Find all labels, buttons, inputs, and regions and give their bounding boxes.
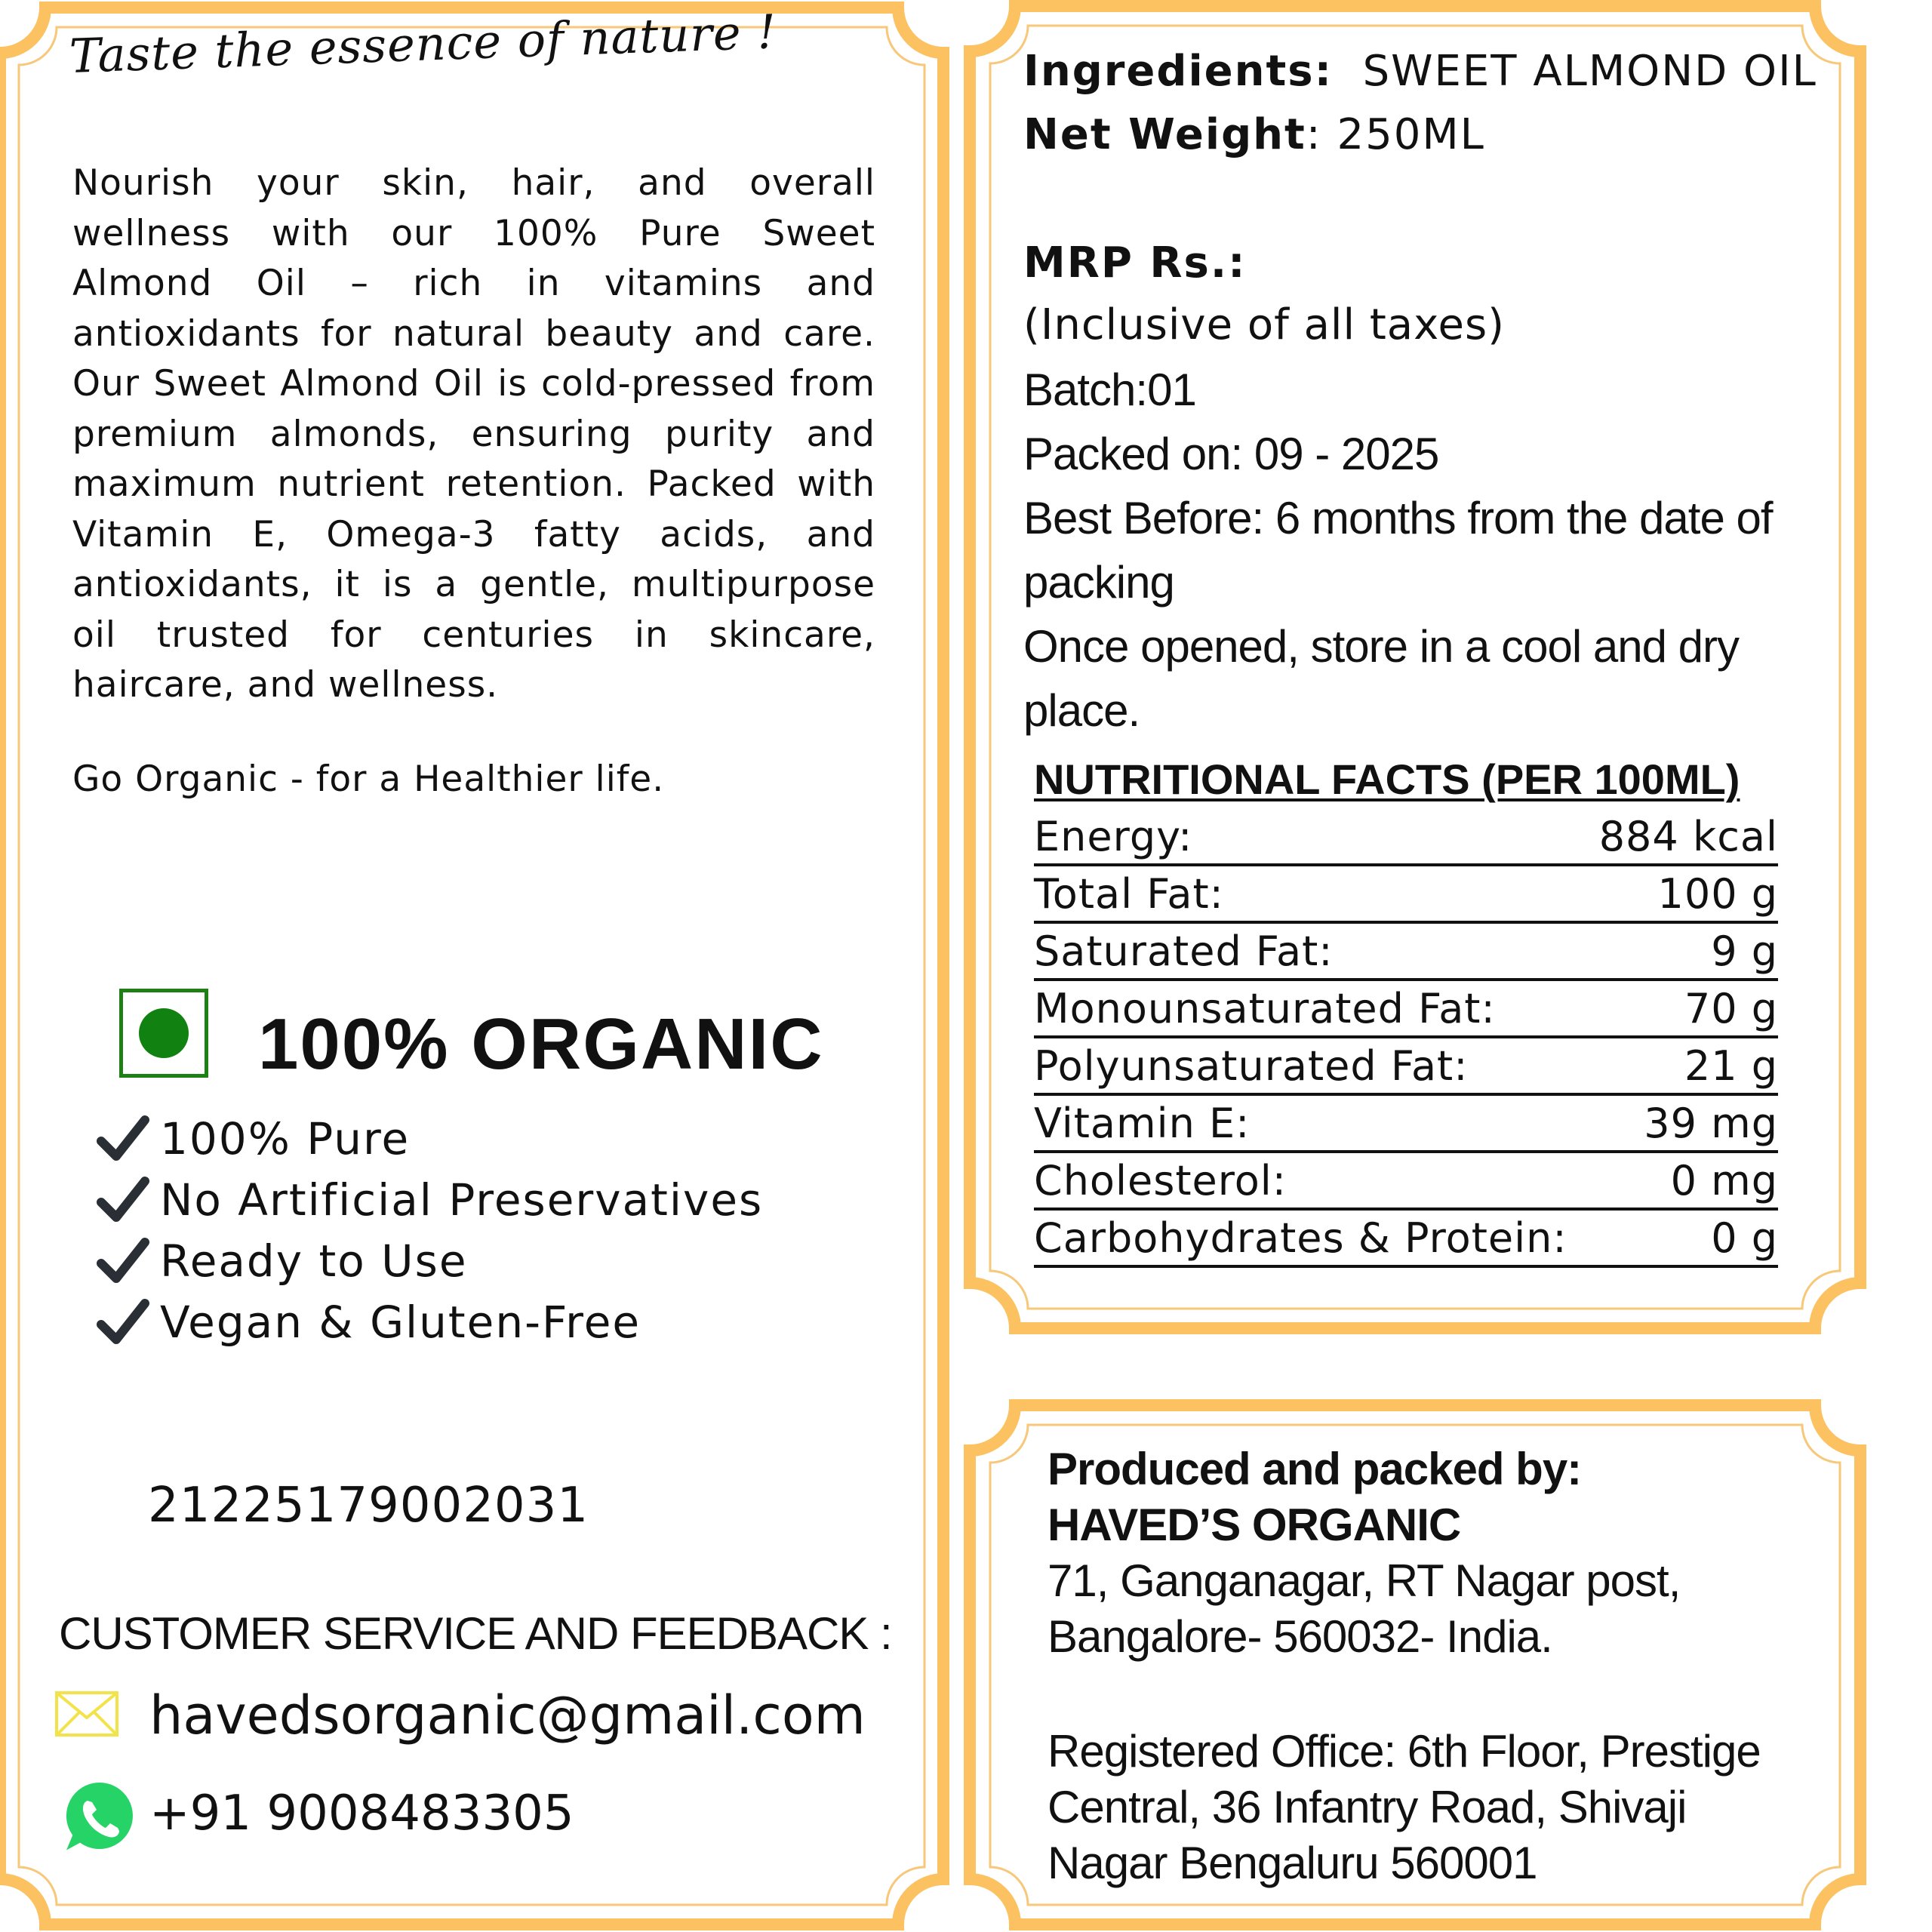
ingredients-value: SWEET ALMOND OIL: [1362, 47, 1817, 96]
registered-office: Central, 36 Infantry Road, Shivaji: [1048, 1782, 1687, 1832]
nutrient-value: 9 g: [1711, 928, 1778, 975]
nutrient-value: 100 g: [1657, 870, 1778, 918]
net-weight-label: Net Weight: [1023, 110, 1306, 159]
address-line: 71, Ganganagar, RT Nagar post,: [1048, 1555, 1681, 1606]
check-icon: [97, 1297, 149, 1347]
nutrition-row: [1034, 981, 1778, 1038]
mrp-label: MRP Rs.:: [1023, 238, 1247, 288]
email-link[interactable]: havedsorganic@gmail.com: [149, 1684, 866, 1746]
packer-heading: Produced and packed by:: [1048, 1444, 1582, 1494]
registered-office: Nagar Bengaluru 560001: [1048, 1838, 1537, 1888]
veg-mark-icon: [119, 989, 208, 1078]
nutrition-table: [1034, 809, 1778, 1268]
best-before-cont: packing: [1023, 557, 1174, 608]
check-icon: [97, 1236, 149, 1286]
phone-number[interactable]: +91 9008483305: [149, 1786, 574, 1841]
packed-on: Packed on: 09 - 2025: [1023, 429, 1439, 479]
nutrient-name: Monounsaturated Fat:: [1034, 985, 1496, 1032]
code-number: 21225179002031: [148, 1478, 589, 1534]
feature-item: [97, 1108, 763, 1169]
feature-list: [97, 1108, 763, 1352]
best-before: Best Before: 6 months from the date of: [1023, 493, 1773, 543]
check-icon: [97, 1114, 149, 1164]
mrp-line: [1023, 238, 1247, 288]
ingredients-line: [1023, 47, 1817, 96]
storage-note: Once opened, store in a cool and dry: [1023, 621, 1739, 672]
nutrient-name: Cholesterol:: [1034, 1157, 1287, 1204]
customer-service-heading: CUSTOMER SERVICE AND FEEDBACK :: [59, 1608, 892, 1659]
ingredients-label: Ingredients:: [1023, 47, 1334, 96]
net-weight-value: : 250ML: [1306, 110, 1485, 159]
nutrition-row: [1034, 1211, 1778, 1268]
mail-icon: [54, 1690, 119, 1737]
nutrient-name: Polyunsaturated Fat:: [1034, 1042, 1469, 1090]
nutrition-row: [1034, 1153, 1778, 1211]
nutrient-name: Carbohydrates & Protein:: [1034, 1214, 1567, 1262]
net-weight-line: [1023, 110, 1485, 159]
nutrient-name: Vitamin E:: [1034, 1100, 1251, 1147]
feature-label: No Artificial Preservatives: [160, 1174, 764, 1226]
tagline: Taste the essence of nature !: [68, 4, 778, 84]
nutrient-value: 21 g: [1684, 1042, 1778, 1090]
check-icon: [97, 1175, 149, 1225]
nutrition-row: [1034, 924, 1778, 981]
nutrient-name: Saturated Fat:: [1034, 928, 1334, 975]
nutrient-value: 0 mg: [1670, 1157, 1778, 1204]
storage-note-cont: place.: [1023, 685, 1140, 736]
feature-item: [97, 1169, 763, 1230]
nutrient-value: 0 g: [1711, 1214, 1778, 1262]
veg-dot: [139, 1008, 189, 1058]
nutrient-value: 884 kcal: [1598, 813, 1778, 860]
nutrition-row: [1034, 809, 1778, 866]
nutrition-row: [1034, 1096, 1778, 1153]
feature-item: [97, 1230, 763, 1291]
motto: Go Organic - for a Healthier life.: [72, 758, 665, 800]
nutrition-title: NUTRITIONAL FACTS (PER 100ML): [1034, 755, 1740, 803]
nutrient-value: 39 mg: [1644, 1100, 1778, 1147]
nutrition-row: [1034, 1038, 1778, 1096]
registered-office: Registered Office: 6th Floor, Prestige: [1048, 1726, 1761, 1777]
address-line: Bangalore- 560032- India.: [1048, 1611, 1552, 1662]
nutrient-name: Energy:: [1034, 813, 1193, 860]
tax-note: (Inclusive of all taxes): [1023, 300, 1506, 349]
feature-item: [97, 1291, 763, 1352]
nutrient-name: Total Fat:: [1034, 870, 1224, 918]
feature-label: 100% Pure: [160, 1112, 411, 1164]
nutrient-value: 70 g: [1684, 985, 1778, 1032]
feature-label: Ready to Use: [160, 1235, 468, 1287]
product-description: Nourish your skin, hair, and overall wellness with our 100% Pure Sweet Almond Oil – rich in vitamins and antioxidants for natural beauty and care. Our Sweet Almond Oil is cold-pressed from premium almonds, ensuring purity and maximum nutrient retention. Packed with Vitamin E, Omega-3 fatty acids, and antioxidants, it is a gentle, multipurpose oil trusted for centuries in skincare, haircare, and wellness.: [72, 162, 875, 706]
organic-heading: 100% ORGANIC: [258, 1004, 824, 1084]
batch: Batch:01: [1023, 365, 1196, 415]
feature-label: Vegan & Gluten-Free: [160, 1296, 641, 1348]
whatsapp-icon: [57, 1775, 142, 1860]
nutrition-row: [1034, 866, 1778, 924]
company-name: HAVED’S ORGANIC: [1048, 1500, 1461, 1550]
